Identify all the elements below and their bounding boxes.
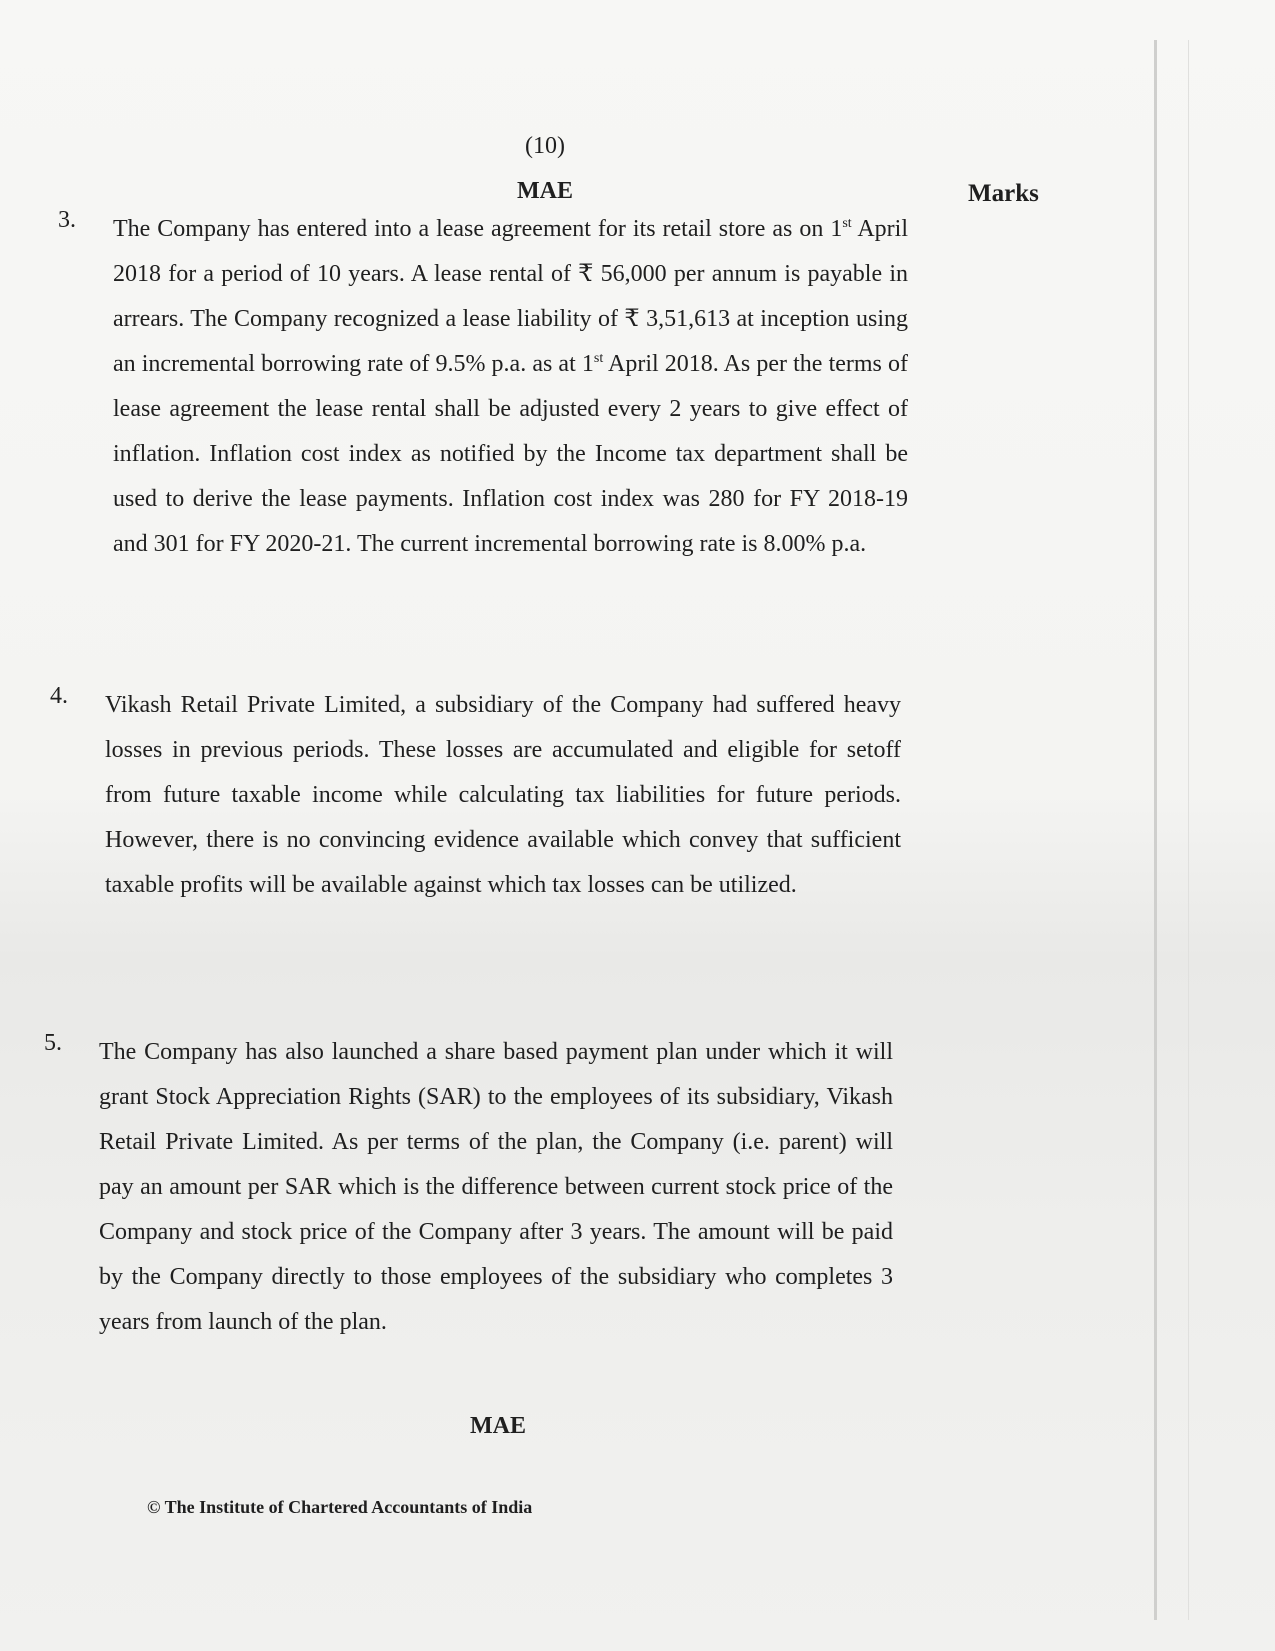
question-text bbox=[113, 207, 908, 567]
question-number: 3. bbox=[58, 207, 76, 233]
ordinal-suffix: st bbox=[842, 216, 852, 231]
page-number: (10) bbox=[525, 133, 565, 159]
page-edge-line bbox=[1188, 40, 1189, 1620]
marks-column-heading: Marks bbox=[968, 180, 1039, 207]
question-text: The Company has also launched a share based payment plan under which it will grant Stock Appreciation Rights (SAR) to the employees of its subsidiary, Vikash Retail Private Limited. As per terms of the plan, the Company (i.e. parent) will pay an amount per SAR which is the difference between current stock price of the Company and stock price of the Company after 3 years. The amount will be paid by the Company directly to those employees of the subsidiary who completes 3 years from launch of the plan. bbox=[99, 1039, 893, 1335]
question-number: 4. bbox=[50, 683, 68, 709]
page-edge-shadow bbox=[1154, 40, 1157, 1620]
question-text: Vikash Retail Private Limited, a subsidiary of the Company had suffered heavy losses in previous periods. These losses are accumulated and eligible for setoff from future taxable income while calculating tax liabilities for future periods. However, there is no convincing evidence available which convey that sufficient taxable profits will be available against which tax losses can be utilized. bbox=[105, 692, 901, 898]
question-text-part: The Company has entered into a lease agreement for its retail store as on 1 bbox=[113, 216, 843, 242]
question-number: 5. bbox=[44, 1030, 62, 1056]
ordinal-suffix: st bbox=[593, 351, 604, 366]
question-text-part: April 2018. As per the terms of lease agreement the lease rental shall be adjusted every 2 years to give effect of inflation. Inflation cost index as notified by the Income tax department shall be used to derive the lease payments. Inflation cost index was 280 for FY 2018-19 and 301 for FY 2020-21. The current incremental borrowing rate is 8.00% p.a. bbox=[113, 351, 908, 557]
copyright-notice: © The Institute of Chartered Accountants of India bbox=[147, 1497, 533, 1517]
footer-paper-code: MAE bbox=[470, 1413, 526, 1439]
question-text-part: April 2018 for a period of 10 years. A lease rental of ₹ 56,000 per annum is payable in arrears. The Company recognized a lease liability of ₹ 3,51,613 at inception using an incremental borrowing rate of 9.5% p.a. as at 1 bbox=[113, 216, 908, 377]
header-paper-code: MAE bbox=[517, 178, 573, 204]
